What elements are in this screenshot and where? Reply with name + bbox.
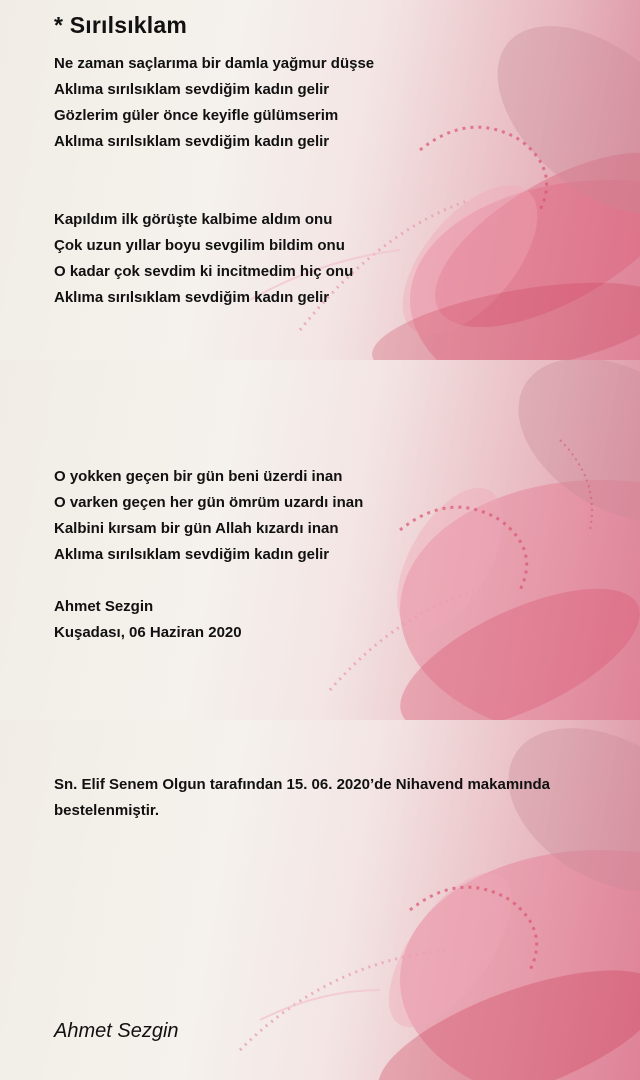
composition-note: Sn. Elif Senem Olgun tarafından 15. 06. 2020’de Nihavend makamında bestelenmiştir. [54, 776, 550, 819]
poem-line: Aklıma sırılsıklam sevdiğim kadın gelir [54, 289, 330, 306]
poem-panel-2 [0, 360, 640, 720]
poem-line: Aklıma sırılsıklam sevdiğim kadın gelir [54, 81, 330, 98]
flower-decoration [0, 360, 640, 720]
poem-line: Aklıma sırılsıklam sevdiğim kadın gelir [54, 133, 330, 150]
poem-line: O kadar çok sevdim ki incitmedim hiç onu [54, 263, 354, 280]
poem-line: Çok uzun yıllar boyu sevgilim bildim onu [54, 237, 345, 254]
poem-title: * Sırılsıklam [54, 12, 188, 38]
poem-line: O varken geçen her gün ömrüm uzardı inan [54, 494, 364, 511]
poem-line: Aklıma sırılsıklam sevdiğim kadın gelir [54, 546, 330, 563]
poem-line: Kalbini kırsam bir gün Allah kızardı inan [54, 520, 339, 537]
poem-line: Gözlerim güler önce keyifle gülümserim [54, 107, 339, 124]
poem-line: Ne zaman saçlarıma bir damla yağmur düşse [54, 55, 375, 72]
poem-line: Kapıldım ilk görüşte kalbime aldım onu [54, 211, 333, 228]
place-date: Kuşadası, 06 Haziran 2020 [54, 624, 242, 641]
poem-panel-3 [0, 720, 640, 1080]
poem-line: O yokken geçen bir gün beni üzerdi inan [54, 468, 343, 485]
author-line: Ahmet Sezgin [54, 598, 154, 615]
author-signature: Ahmet Sezgin [54, 1020, 179, 1042]
poem-panel-1 [0, 0, 640, 360]
